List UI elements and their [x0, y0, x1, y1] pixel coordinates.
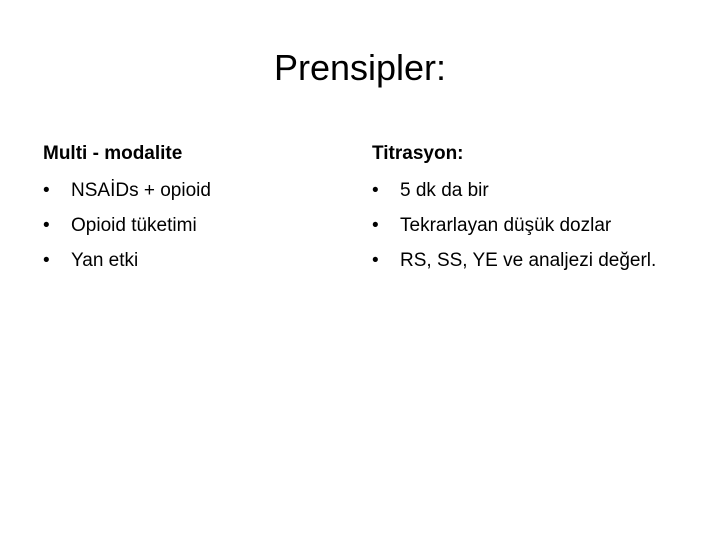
- list-item: [372, 243, 712, 278]
- right-bullet-list: [372, 173, 712, 278]
- list-item-text: 5 dk da bir: [400, 180, 489, 201]
- left-bullet-list: [43, 173, 343, 278]
- right-column-heading: Titrasyon:: [372, 143, 464, 164]
- bullet-icon: •: [372, 215, 379, 236]
- right-column: [372, 139, 712, 278]
- slide-title: Prensipler:: [273, 47, 447, 88]
- list-item-text: Opioid tüketimi: [71, 215, 197, 236]
- bullet-icon: •: [372, 250, 379, 271]
- list-item-text: RS, SS, YE ve analjezi değerl.: [400, 250, 657, 271]
- list-item-text: NSAİDs + opioid: [71, 180, 211, 201]
- left-column: [43, 139, 343, 278]
- list-item: [372, 208, 712, 243]
- bullet-icon: •: [372, 180, 379, 201]
- list-item: [372, 173, 712, 208]
- left-column-heading: Multi - modalite: [43, 143, 183, 164]
- list-item: [43, 208, 343, 243]
- list-item-text: Tekrarlayan düşük dozlar: [400, 215, 612, 236]
- bullet-icon: •: [43, 215, 50, 236]
- list-item-text: Yan etki: [71, 250, 139, 271]
- list-item: [43, 243, 343, 278]
- bullet-icon: •: [43, 250, 50, 271]
- list-item: [43, 173, 343, 208]
- bullet-icon: •: [43, 180, 50, 201]
